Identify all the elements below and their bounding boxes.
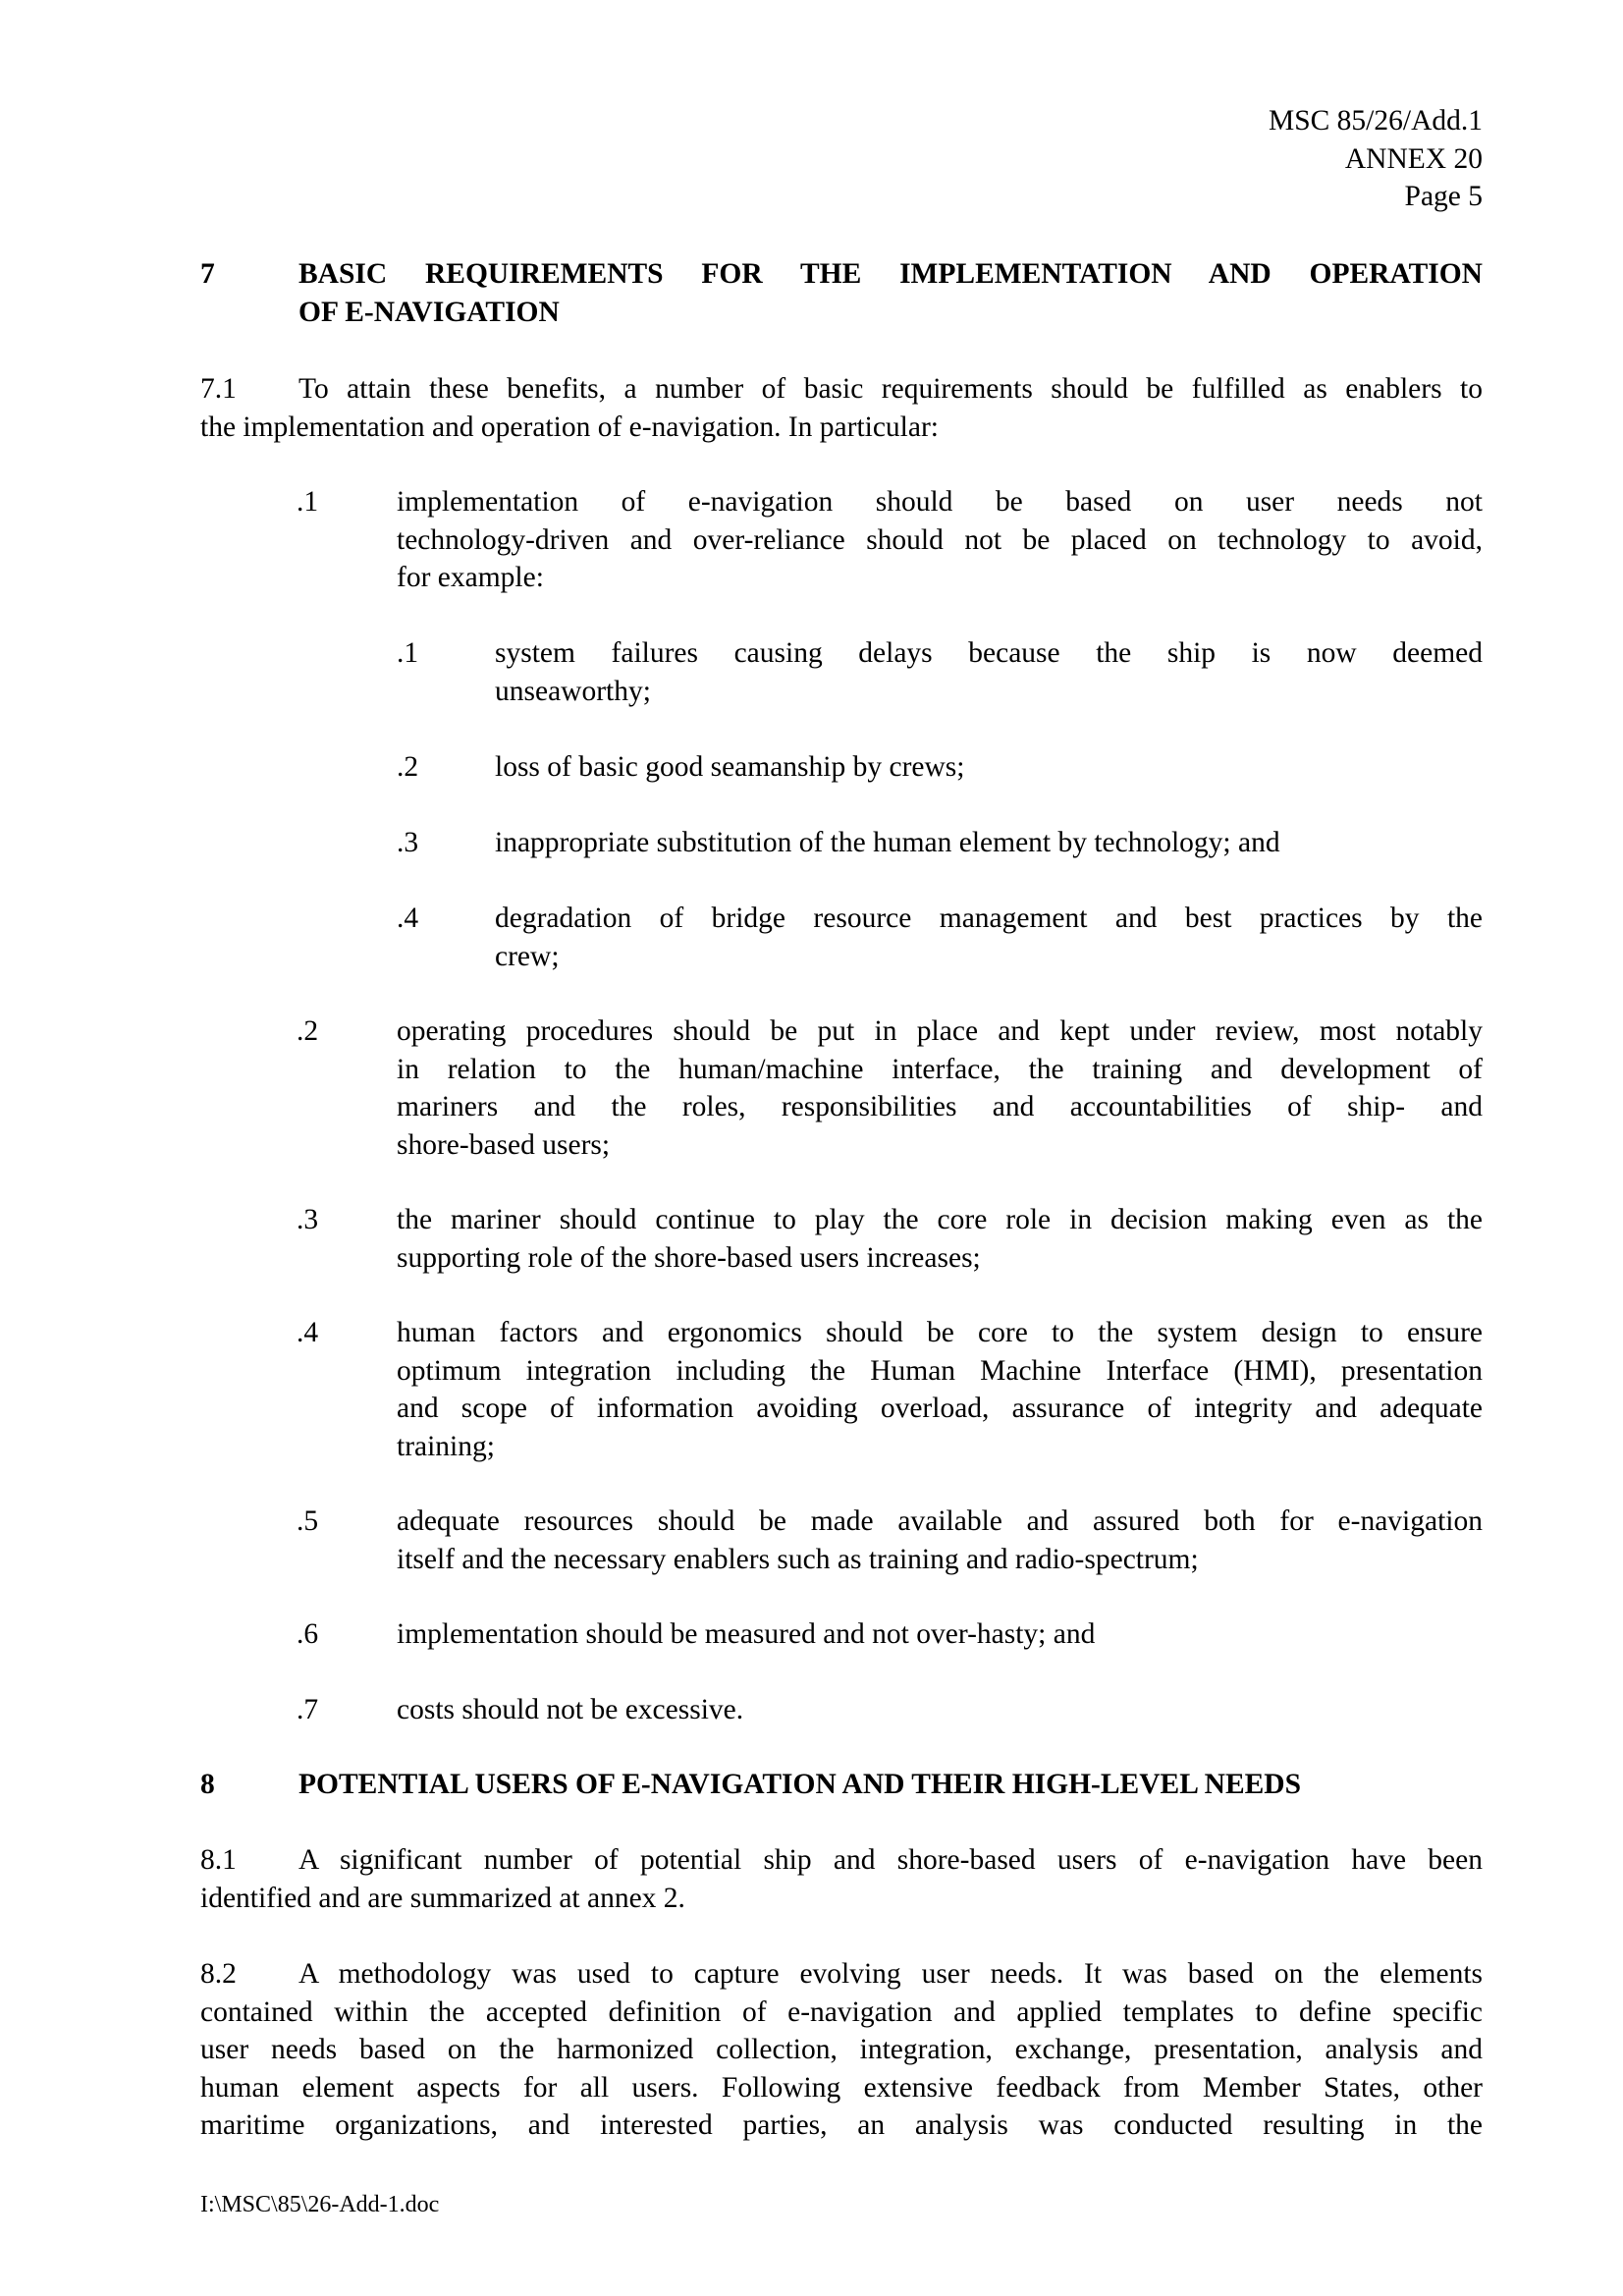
section-8-heading: POTENTIAL USERS OF E-NAVIGATION AND THEIR HIGH-LEVEL NEEDS bbox=[298, 1769, 1302, 1800]
list-item: implementation should be measured and not over-hasty; and bbox=[397, 1618, 1096, 1650]
page-header bbox=[1080, 102, 1483, 216]
page-number: Page 5 bbox=[1404, 181, 1483, 212]
footer-file-path: I:\MSC\85\26-Add-1.doc bbox=[200, 2192, 440, 2217]
section-7-number: 7 bbox=[200, 258, 215, 290]
sub-list-item: loss of basic good seamanship by crews; bbox=[495, 751, 965, 783]
list-item: adequate resources should be made available and assured both for e-navigation itself and the necessary enablers such as training and radio-spectrum; bbox=[397, 1505, 1483, 1575]
document-reference: MSC 85/26/Add.1 bbox=[1268, 105, 1483, 137]
annex-label: ANNEX 20 bbox=[1344, 142, 1483, 175]
paragraph-number: 8.2 bbox=[200, 1958, 237, 1990]
list-item-number: .7 bbox=[297, 1694, 319, 1725]
section-7-heading: BASIC REQUIREMENTS FOR THE IMPLEMENTATION AND OPERATION OF E-NAVIGATION bbox=[298, 258, 1483, 328]
sub-list-item-number: .4 bbox=[397, 902, 419, 934]
paragraph-number: 8.1 bbox=[200, 1844, 237, 1876]
paragraph-number: 7.1 bbox=[200, 373, 237, 405]
list-item-number: .1 bbox=[297, 486, 319, 518]
list-item: operating procedures should be put in place and kept under review, most notably in relation to the human/machine interface, the training and development of mariners and the roles, responsibilities and accountabilities of ship- and shore-based users; bbox=[397, 1015, 1483, 1161]
list-item: costs should not be excessive. bbox=[397, 1694, 744, 1725]
list-item-number: .4 bbox=[297, 1317, 319, 1348]
list-item: implementation of e-navigation should be based on user needs not technology-driven and over-reliance should not be placed on technology to avoid, for example: bbox=[397, 486, 1483, 593]
sub-list-item: inappropriate substitution of the human element by technology; and bbox=[495, 827, 1280, 858]
list-item-number: .6 bbox=[297, 1618, 319, 1650]
paragraph-8-1: 8.1 A significant number of potential ship and shore-based users of e-navigation have been identified and are summarized at annex 2. bbox=[200, 1841, 1483, 1917]
paragraph-7-1: 7.1 To attain these benefits, a number of basic requirements should be fulfilled as enablers to the implementation and operation of e-navigation. In particular: bbox=[200, 370, 1483, 446]
paragraph-8-2: 8.2 A methodology was used to capture evolving user needs. It was based on the elements contained within the accepted definition of e-navigation and applied templates to define specific user needs based on the harmonized collection, integration, exchange, presentation, analysis and human element aspects for all users. Following extensive feedback from Member States, other maritime organizations, and interested parties, an analysis was conducted resulting in the bbox=[200, 1955, 1483, 2145]
sub-list-item-number: .1 bbox=[397, 637, 419, 669]
list-item-number: .5 bbox=[297, 1505, 319, 1537]
list-item: human factors and ergonomics should be core to the system design to ensure optimum integration including the Human Machine Interface (HMI), presentation and scope of information avoiding overload, assurance of integrity and adequate training; bbox=[397, 1317, 1483, 1462]
sub-list-item: system failures causing delays because the ship is now deemed unseaworthy; bbox=[495, 637, 1483, 707]
sub-list-item-number: .2 bbox=[397, 751, 419, 783]
list-item-number: .2 bbox=[297, 1015, 319, 1047]
sub-list-item: degradation of bridge resource management and best practices by the crew; bbox=[495, 902, 1483, 972]
section-8-number: 8 bbox=[200, 1769, 215, 1800]
sub-list-item-number: .3 bbox=[397, 827, 419, 858]
list-item-number: .3 bbox=[297, 1204, 319, 1235]
list-item: the mariner should continue to play the core role in decision making even as the supporting role of the shore-based users increases; bbox=[397, 1204, 1483, 1274]
